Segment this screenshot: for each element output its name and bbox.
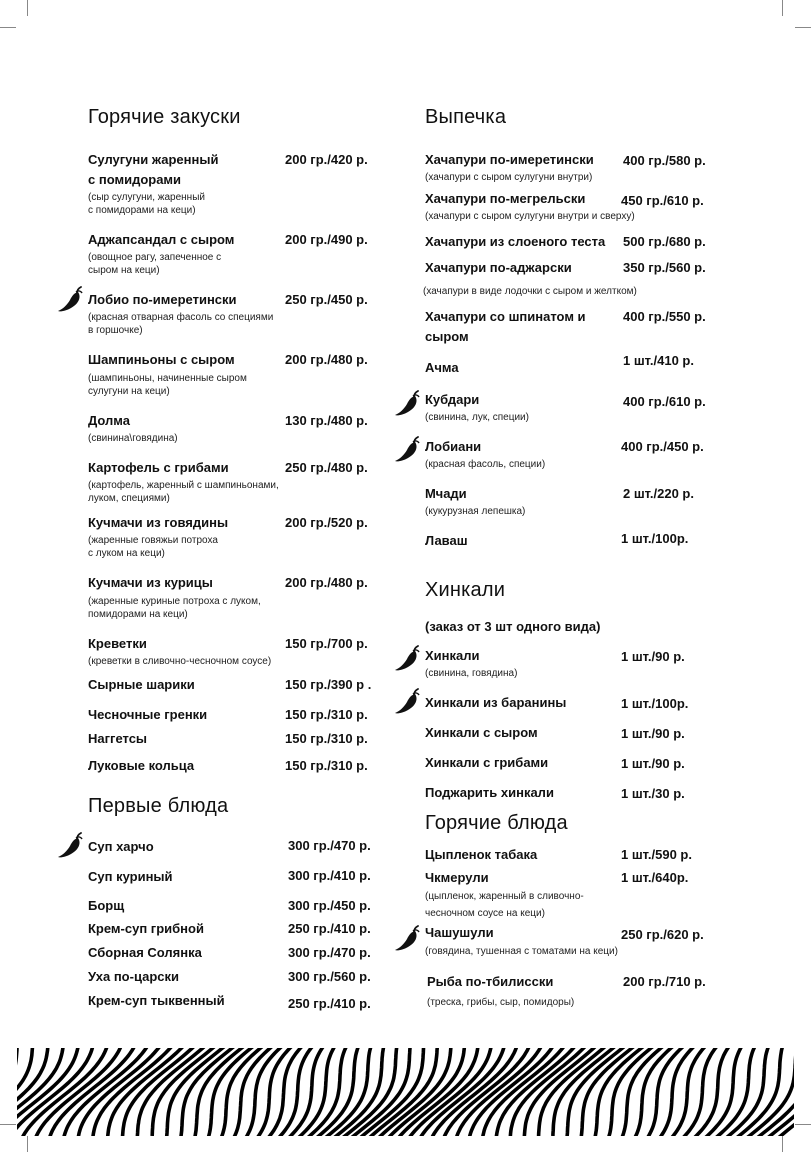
item-name: Лобио по-имеретински (88, 292, 237, 307)
item-name: Наггетсы (88, 731, 148, 746)
item-price: 400 гр./550 р. (623, 309, 706, 324)
item-description: (сыр сулугуни, жаренный (88, 192, 205, 203)
item-description: (картофель, жаренный с шампиньонами, (88, 480, 279, 491)
item-price: 250 гр./410 р. (288, 996, 371, 1011)
item-name: Лобиани (425, 439, 482, 454)
wave-line (720, 1048, 770, 1136)
section-note: (заказ от 3 шт одного вида) (425, 619, 601, 634)
item-name: Ачма (425, 360, 459, 375)
item-price: 1 шт./410 р. (623, 353, 694, 368)
item-description: чесночном соусе на кеци) (425, 908, 545, 919)
item-description: сыром на кеци) (88, 265, 160, 276)
item-name: Сырные шарики (88, 677, 195, 692)
item-description: (красная отварная фасоль со специями (88, 312, 274, 323)
item-price: 150 гр./390 р . (285, 677, 372, 692)
item-price: 1 шт./100р. (621, 531, 689, 546)
item-name: Крем-суп грибной (88, 921, 204, 936)
item-price: 150 гр./700 р. (285, 636, 368, 651)
item-name: Хачапури из слоеного теста (425, 234, 606, 249)
item-name: Хачапури со шпинатом и (425, 309, 586, 324)
crop-mark (27, 1136, 28, 1152)
item-name: Луковые кольца (88, 758, 195, 773)
item-price: 200 гр./420 р. (285, 152, 368, 167)
item-price: 1 шт./640р. (621, 870, 689, 885)
item-name: Хачапури по-мегрельски (425, 191, 586, 206)
item-description: (жаренные куриные потроха с луком, (88, 596, 261, 607)
item-name: Хинкали с сыром (425, 725, 538, 740)
item-description: сулугуни на кеци) (88, 386, 170, 397)
item-description: (красная фасоль, специи) (425, 459, 546, 470)
item-name: Хинкали с грибами (425, 755, 549, 770)
chili-pepper-icon (394, 686, 424, 716)
item-name: Картофель с грибами (88, 460, 229, 475)
item-name: Хинкали (425, 648, 480, 663)
item-name: Хачапури по-аджарски (425, 260, 572, 275)
item-description: с луком на кеци) (88, 548, 165, 559)
item-name: Цыпленок табака (425, 847, 538, 862)
decorative-wave-pattern (17, 1048, 794, 1136)
item-name: Шампиньоны с сыром (88, 352, 235, 367)
item-description: (кукурузная лепешка) (425, 506, 526, 517)
chili-pepper-icon (394, 388, 424, 418)
item-name: Суп куриный (88, 869, 173, 884)
item-name: Поджарить хинкали (425, 785, 554, 800)
item-name: Чкмерули (425, 870, 489, 885)
item-price: 450 гр./610 р. (621, 193, 704, 208)
item-name: с помидорами (88, 172, 182, 187)
item-name: сыром (425, 329, 469, 344)
item-price: 2 шт./220 р. (623, 486, 694, 501)
item-description: (хачапури с сыром сулугуни внутри и сверху) (425, 211, 635, 222)
wave-line (656, 1048, 698, 1136)
chili-pepper-icon (57, 284, 87, 314)
chili-pepper-icon (394, 643, 424, 673)
crop-mark (27, 0, 28, 16)
item-price: 300 гр./470 р. (288, 945, 371, 960)
item-description: (цыпленок, жаренный в сливочно- (425, 891, 584, 902)
item-name: Хинкали из баранины (425, 695, 567, 710)
item-price: 250 гр./620 р. (621, 927, 704, 942)
item-name: Хачапури по-имеретински (425, 152, 594, 167)
item-name: Суп харчо (88, 839, 154, 854)
item-name: Сборная Солянка (88, 945, 202, 960)
item-price: 1 шт./90 р. (621, 649, 685, 664)
crop-mark (795, 1124, 811, 1125)
item-price: 400 гр./580 р. (623, 153, 706, 168)
chili-pepper-icon (57, 830, 87, 860)
item-description: (жаренные говяжьи потроха (88, 535, 218, 546)
item-price: 250 гр./410 р. (288, 921, 371, 936)
item-price: 1 шт./590 р. (621, 847, 692, 862)
item-name: Борщ (88, 898, 125, 913)
item-name: Уха по-царски (88, 969, 180, 984)
item-description: (свинина, лук, специи) (425, 412, 529, 423)
crop-mark (795, 27, 811, 28)
crop-mark (782, 0, 783, 16)
item-price: 150 гр./310 р. (285, 731, 368, 746)
item-price: 300 гр./410 р. (288, 868, 371, 883)
section-title-hot-dishes: Горячие блюда (425, 812, 568, 834)
item-price: 200 гр./480 р. (285, 575, 368, 590)
item-price: 1 шт./90 р. (621, 756, 685, 771)
crop-mark (0, 1124, 16, 1125)
section-title-khinkali: Хинкали (425, 579, 506, 601)
item-name: Крем-суп тыквенный (88, 993, 225, 1008)
item-price: 250 гр./450 р. (285, 292, 368, 307)
crop-mark (782, 1136, 783, 1152)
item-price: 1 шт./30 р. (621, 786, 685, 801)
item-price: 400 гр./610 р. (623, 394, 706, 409)
item-name: Долма (88, 413, 130, 428)
item-description: (говядина, тушенная с томатами на кеци) (425, 946, 618, 957)
item-description: (треска, грибы, сыр, помидоры) (427, 997, 575, 1008)
item-name: Креветки (88, 636, 147, 651)
section-title-hot-snacks: Горячие закуски (88, 106, 241, 128)
item-price: 200 гр./490 р. (285, 232, 368, 247)
item-name: Кубдари (425, 392, 480, 407)
item-price: 130 гр./480 р. (285, 413, 368, 428)
item-description: в горшочке) (88, 325, 143, 336)
item-description: (свинина\говядина) (88, 433, 178, 444)
item-price: 200 гр./520 р. (285, 515, 368, 530)
item-description: (хачапури с сыром сулугуни внутри) (425, 172, 593, 183)
item-price: 200 гр./480 р. (285, 352, 368, 367)
item-price: 1 шт./90 р. (621, 726, 685, 741)
wave-line (678, 1048, 720, 1136)
item-description: луком, специями) (88, 493, 170, 504)
item-name: Чашушули (425, 925, 494, 940)
item-description: (шампиньоны, начиненные сыром (88, 373, 247, 384)
section-title-bakery: Выпечка (425, 106, 507, 128)
item-price: 1 шт./100р. (621, 696, 689, 711)
item-name: Мчади (425, 486, 467, 501)
item-price: 300 гр./450 р. (288, 898, 371, 913)
item-price: 300 гр./560 р. (288, 969, 371, 984)
item-name: Кучмачи из курицы (88, 575, 213, 590)
item-price: 500 гр./680 р. (623, 234, 706, 249)
item-price: 400 гр./450 р. (621, 439, 704, 454)
item-name: Чесночные гренки (88, 707, 208, 722)
crop-mark (0, 27, 16, 28)
item-price: 300 гр./470 р. (288, 838, 371, 853)
section-title-first-courses: Первые блюда (88, 795, 229, 817)
item-description: помидорами на кеци) (88, 609, 188, 620)
item-name: Аджапсандал с сыром (88, 232, 235, 247)
item-description: (креветки в сливочно-чесночном соусе) (88, 656, 272, 667)
chili-pepper-icon (394, 434, 424, 464)
item-price: 150 гр./310 р. (285, 758, 368, 773)
item-name: Рыба по-тбилисски (427, 974, 554, 989)
item-description: (свинина, говядина) (425, 668, 518, 679)
item-description: с помидорами на кеци) (88, 205, 196, 216)
item-name: Лаваш (425, 533, 468, 548)
chili-pepper-icon (394, 923, 424, 953)
item-name: Кучмачи из говядины (88, 515, 229, 530)
item-price: 200 гр./710 р. (623, 974, 706, 989)
item-price: 150 гр./310 р. (285, 707, 368, 722)
item-description: (овощное рагу, запеченное с (88, 252, 222, 263)
item-description: (хачапури в виде лодочки с сыром и желтком) (423, 286, 637, 297)
item-price: 250 гр./480 р. (285, 460, 368, 475)
item-price: 350 гр./560 р. (623, 260, 706, 275)
item-name: Сулугуни жаренный (88, 152, 219, 167)
